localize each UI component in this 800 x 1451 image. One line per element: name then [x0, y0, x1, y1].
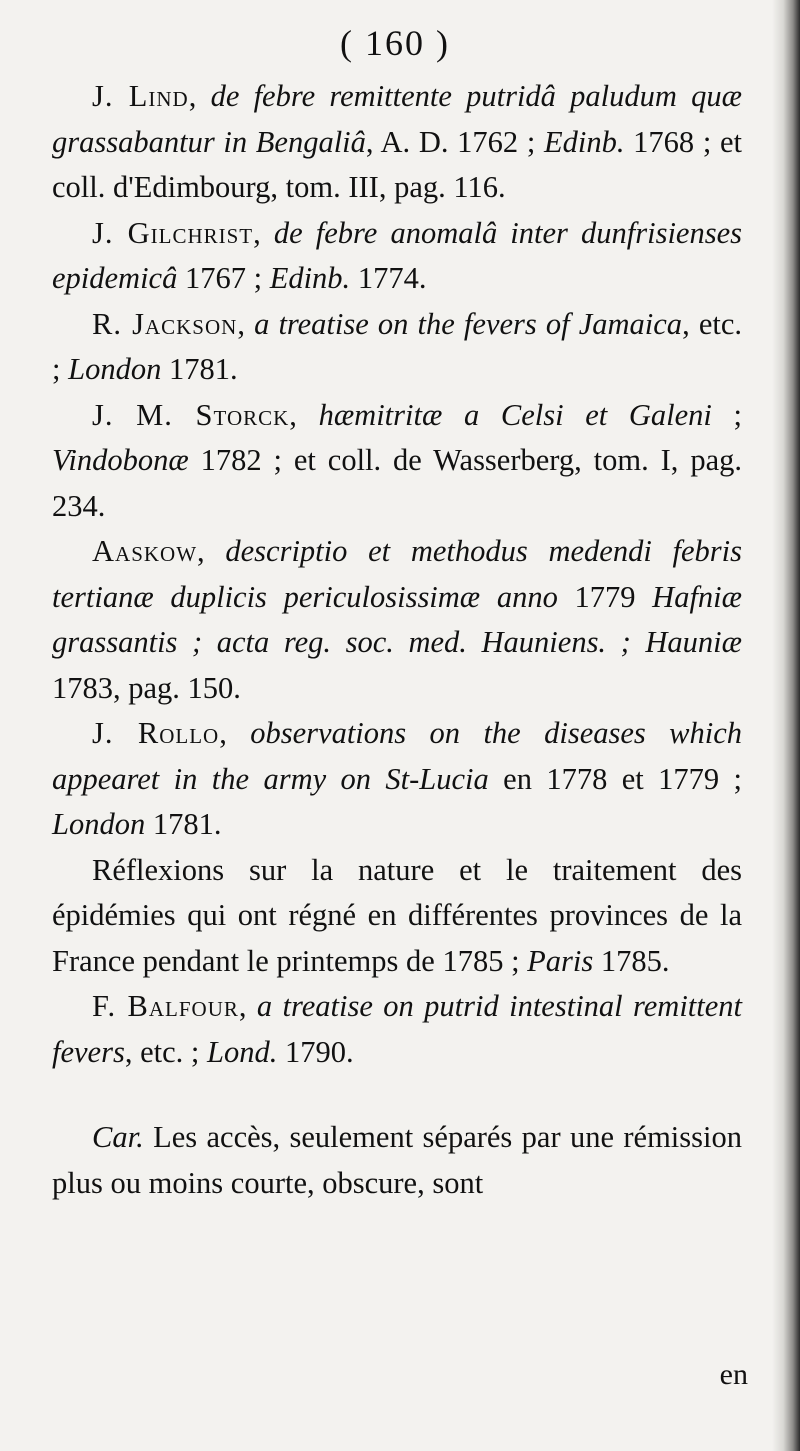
- entry-author: J. Gilchrist: [92, 215, 254, 250]
- entry-place: Lond.: [206, 1034, 278, 1069]
- closing-text: Les accès, seulement séparés par une rémission plus ou moins courte, obscure, sont: [52, 1120, 742, 1200]
- entry-place: Hafniæ grassantis ; acta reg. soc. med. Hauniens. ; Hauniæ: [52, 579, 742, 659]
- bibliography-entry: [52, 529, 742, 711]
- entry-details: , etc. ;: [124, 1034, 207, 1069]
- entry-separator: ,: [237, 306, 255, 341]
- entry-rest: 1774.: [350, 261, 427, 295]
- entry-separator: ,: [197, 534, 226, 568]
- entry-place: London: [52, 807, 146, 841]
- entry-details: 1767 ;: [177, 261, 270, 295]
- entry-author: J. Rollo: [92, 716, 220, 750]
- entry-place: Paris: [527, 943, 594, 978]
- entry-title: hæmitritæ a Celsi et Galeni: [318, 397, 712, 432]
- entry-details: , etc. ;: [52, 306, 742, 386]
- entry-separator: ,: [238, 989, 257, 1023]
- entry-title: de febre remittente putridâ paludum quæ grassabantur in Bengaliâ: [52, 79, 743, 159]
- bibliography-entry: [52, 302, 742, 393]
- entry-rest: 1785.: [593, 943, 670, 978]
- entry-rest: 1790.: [277, 1034, 354, 1069]
- bibliography-entry: [52, 984, 742, 1075]
- bibliography-entry: [52, 711, 742, 848]
- entry-rest: 1768 ; et coll. d'Edimbourg, tom. III, pag. 116.: [52, 124, 742, 204]
- entry-place: Edinb.: [269, 261, 351, 295]
- entry-author: J. M. Storck: [92, 397, 290, 432]
- entry-separator: ,: [188, 79, 211, 113]
- bibliography-entry: [52, 848, 742, 985]
- entry-title: a treatise on putrid intestinal remittent fevers: [52, 989, 743, 1069]
- bibliography-text: [52, 74, 742, 1206]
- entry-place: London: [68, 352, 162, 386]
- entry-place: Edinb.: [544, 124, 625, 159]
- page-number: ( 160 ): [340, 23, 450, 63]
- entry-title: a treatise on the fevers of Jamaica: [254, 306, 683, 341]
- bibliography-entry: [52, 74, 742, 211]
- entry-details: , A. D. 1762 ;: [365, 124, 544, 159]
- section-gap: [52, 1075, 742, 1115]
- catchword: en: [719, 1358, 748, 1391]
- entry-author: R. Jackson: [92, 306, 238, 341]
- entry-title: de febre anomalâ inter dunfrisienses epidemicâ: [52, 215, 743, 295]
- entry-rest: 1782 ; et coll. de Wasserberg, tom. I, pag. 234.: [52, 443, 742, 523]
- page-edge-shadow: [772, 0, 800, 1451]
- entry-separator: ,: [253, 215, 274, 250]
- entry-author: Aaskow: [92, 534, 198, 568]
- entry-title: descriptio et methodus medendi febris tertianæ duplicis periculosissimæ anno: [52, 534, 743, 614]
- entry-author: J. Lind: [92, 79, 189, 113]
- entry-author: F. Balfour: [92, 989, 239, 1023]
- entry-details: ;: [711, 397, 742, 432]
- closing-paragraph: [52, 1115, 742, 1206]
- entry-rest: 1781.: [161, 352, 238, 386]
- entry-separator: ,: [219, 716, 251, 750]
- entry-details: 1779: [557, 579, 653, 614]
- bibliography-entry: [52, 393, 742, 530]
- bibliography-entry: [52, 211, 742, 302]
- entry-rest: 1781.: [145, 807, 222, 841]
- entry-details: en 1778 et 1779 ;: [488, 761, 742, 796]
- entry-rest: 1783, pag. 150.: [52, 670, 241, 705]
- entry-details: Réflexions sur la nature et le traitement des épidémies qui ont régné en différentes provinces de la France pendant le printemps de 1785 ;: [52, 852, 742, 978]
- section-label: Car.: [92, 1120, 144, 1154]
- entry-title: observations on the diseases which appearet in the army on St-Lucia: [52, 716, 743, 796]
- entry-separator: ,: [289, 397, 319, 432]
- entry-place: Vindobonæ: [52, 443, 189, 477]
